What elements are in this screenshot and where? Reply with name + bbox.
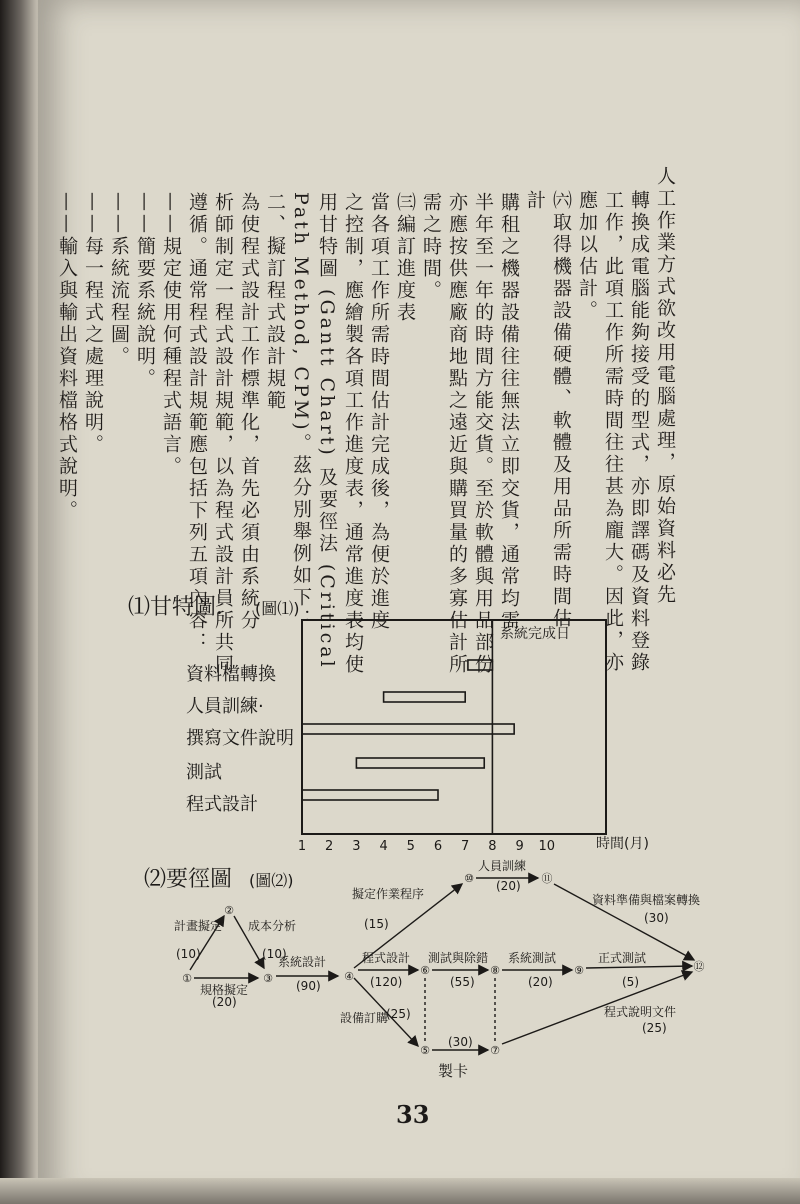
cpm-activity-duration: (15) (364, 917, 389, 931)
text-column: 人工作業方式欲改用電腦處理，原始資料必先 (654, 166, 676, 606)
text-column: 半年至一年的時間方能交貨。至於軟體與用品部份 (472, 192, 494, 676)
cpm-activity-label: 系統測試 (508, 951, 557, 965)
text-column: ——每一程式之處理說明。 (82, 192, 104, 456)
cpm-activity-label: 製卡 (438, 1062, 469, 1080)
gantt-tick-label: 7 (461, 839, 470, 854)
text-column: 析師制定一程式設計規範，以為程式設計員所共同 (212, 192, 234, 676)
cpm-activity-label: 資料準備與檔案轉換 (592, 893, 701, 907)
cpm-activity-duration: (10) (262, 947, 287, 961)
gantt-task-label: 撰寫文件說明 (186, 728, 294, 749)
gantt-tick-label: 1 (297, 839, 307, 854)
cpm-activity-duration: (120) (370, 975, 403, 989)
text-column: 二、擬訂程式設計規範 (264, 192, 286, 412)
text-column: ——簡要系統說明。 (134, 192, 156, 390)
gantt-task-label: 測試 (186, 762, 222, 783)
gantt-tick-label: 4 (379, 839, 388, 854)
cpm-activity-duration: (55) (450, 975, 475, 989)
text-column: 計 (524, 190, 546, 212)
text-column: 工作，此項工作所需時間往往甚為龐大。因此，亦 (602, 190, 624, 674)
gantt-completion-label: 系統完成日 (500, 626, 570, 642)
cpm-activity-label: 成本分析 (248, 919, 297, 933)
cpm-node: ⑫ (693, 960, 705, 973)
text-column: 需之時間。 (420, 192, 442, 302)
text-column: 遵循。通常程式設計規範應包括下列五項內容： (186, 192, 208, 654)
cpm-activity-duration: (10) (176, 947, 201, 961)
gantt-task-label: 人員訓練· (186, 696, 264, 717)
cpm-node: ⑤ (420, 1044, 430, 1057)
text-column: ——規定使用何種程式語言。 (160, 192, 182, 478)
gantt-tick-label: 3 (352, 839, 361, 854)
gantt-ref: (圖⑴) (255, 599, 300, 618)
text-column: ——系統流程圖。 (108, 192, 130, 368)
text-column: ㈢編訂進度表 (394, 192, 416, 324)
cpm-node: ⑥ (420, 964, 430, 977)
cpm-activity-duration: (20) (496, 879, 521, 893)
page-shadow (0, 1178, 800, 1204)
gantt-task-label: 資料檔轉換 (186, 664, 276, 685)
gantt-title: ⑴甘特圖． (128, 595, 239, 620)
text-column: Path Method, CPM)。茲分別舉例如下： (290, 192, 312, 631)
text-column: 當各項工作所需時間估計完成後，為便於進度 (368, 192, 390, 632)
cpm-activity-label: 設備訂購 (340, 1011, 389, 1025)
cpm-heading (144, 862, 294, 893)
gantt-tick-label: 8 (488, 839, 497, 854)
gantt-axis-label: 時間(月) (596, 836, 649, 852)
cpm-node: ⑩ (464, 872, 474, 885)
gantt-tick-label: 9 (515, 839, 524, 854)
text-column: ——輸入與輸出資料檔格式說明。 (56, 192, 78, 522)
gantt-tick-label: 5 (406, 839, 415, 854)
cpm-activity-duration: (30) (448, 1035, 473, 1049)
cpm-node: ⑪ (541, 872, 553, 885)
cpm-title: ⑵要徑圖 (144, 867, 233, 892)
gantt-task-label: 程式設計 (186, 794, 258, 815)
cpm-node: ⑦ (490, 1044, 500, 1057)
text-column: 用甘特圖 (Gantt Chart) 及要徑法 (Critical (316, 192, 338, 670)
text-column: 之控制，應繪製各項工作進度表，通常進度表均使 (342, 192, 364, 676)
cpm-activity-label: 系統設計 (278, 955, 327, 969)
text-column: 購租之機器設備往往無法立即交貨，通常均需 (498, 192, 520, 632)
cpm-node: ④ (344, 970, 354, 983)
cpm-node: ② (224, 904, 234, 917)
page-number: 33 (396, 1100, 430, 1129)
cpm-activity-label: 人員訓練 (478, 859, 527, 873)
cpm-node: ⑨ (574, 964, 584, 977)
gantt-heading (128, 590, 300, 621)
cpm-activity-label: 正式測試 (598, 951, 647, 965)
text-column: 轉換成電腦能夠接受的型式，亦即譯碼及資料登錄 (628, 190, 650, 674)
cpm-activity-label: 規格擬定 (200, 983, 249, 997)
gantt-tick-label: 6 (433, 839, 443, 854)
cpm-activity-label: 測試與除錯 (428, 951, 489, 965)
cpm-activity-duration: (20) (528, 975, 553, 989)
cpm-activity-duration: (90) (296, 979, 321, 993)
cpm-activity-label: 擬定作業程序 (352, 887, 425, 901)
cpm-activity-duration: (25) (386, 1007, 411, 1021)
gantt-tick-label: 2 (325, 839, 334, 854)
cpm-activity-duration: (30) (644, 911, 669, 925)
cpm-node: ③ (263, 972, 273, 985)
cpm-activity-duration: (20) (212, 995, 237, 1009)
cpm-activity-duration: (5) (622, 975, 639, 989)
cpm-activity-label: 程式設計 (362, 951, 411, 965)
cpm-node: ① (182, 972, 192, 985)
text-column: 亦應按供應廠商地點之遠近與購買量的多寡估計所 (446, 192, 468, 676)
text-column: ㈥取得機器設備硬體、軟體及用品所需時間估 (550, 190, 572, 630)
cpm-activity-duration: (25) (642, 1021, 667, 1035)
cpm-node: ⑧ (490, 964, 500, 977)
cpm-ref: (圖⑵) (249, 871, 294, 890)
cpm-activity-label: 程式說明文件 (604, 1005, 677, 1019)
cpm-activity-label: 計畫擬定 (174, 919, 223, 933)
text-column: 應加以估計。 (576, 190, 598, 322)
text-column: 為使程式設計工作標準化，首先必須由系統分 (238, 192, 260, 632)
gantt-tick-label: 10 (538, 839, 556, 854)
